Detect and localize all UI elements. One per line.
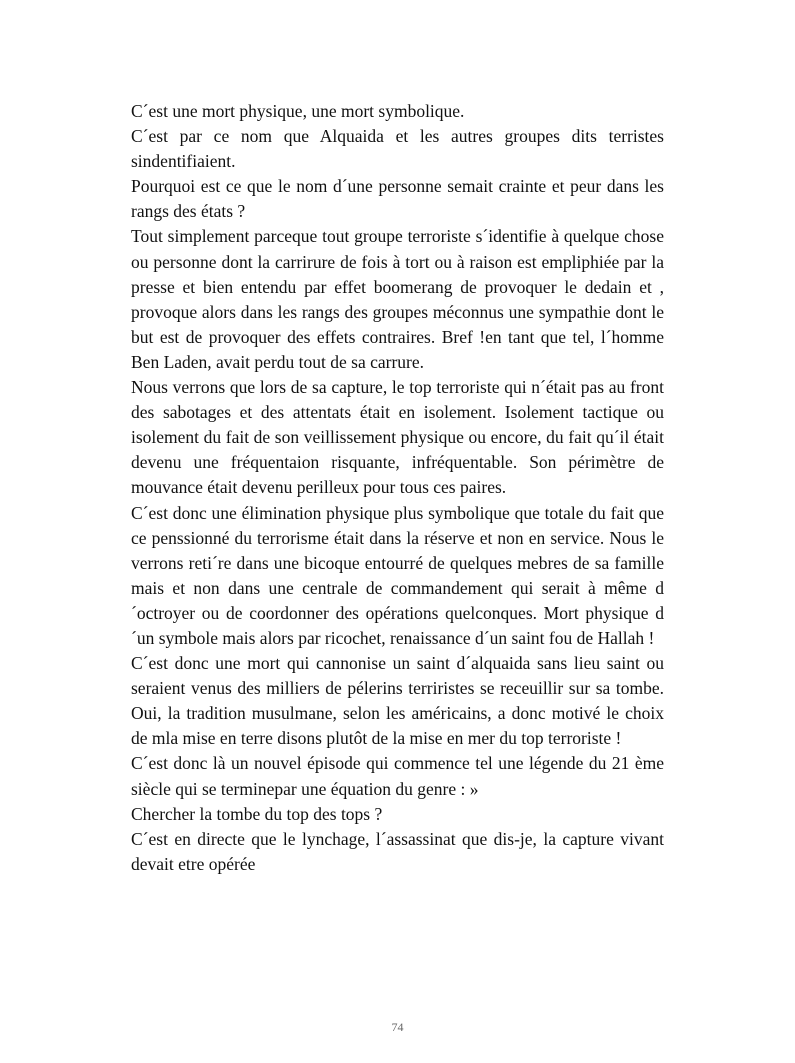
paragraph: C´est en directe que le lynchage, l´assassinat que dis-je, la capture vivant devait etre opérée	[131, 828, 664, 874]
page-number: 74	[391, 1020, 404, 1034]
paragraph: Pourquoi est ce que le nom d´une personne semait crainte et peur dans les rangs des états ?	[131, 176, 664, 222]
paragraph: C´est donc une mort qui cannonise un saint d´alquaida sans lieu saint ou seraient venus des milliers de pélerins terriristes se receuillir sur sa tombe. Oui, la tradition musulmane, selon les américains, a donc motivé le choix de mla mise en terre disons plutôt de la mise en mer du top terroriste !	[131, 653, 664, 749]
paragraph: C´est une mort physique, une mort symbolique.	[131, 101, 465, 121]
paragraph: Nous verrons que lors de sa capture, le top terroriste qui n´était pas au front des sabotages et des attentats était en isolement. Isolement tactique ou isolement du fait de son veillissement physique ou encore, du fait qu´il était devenu une fréquentaion risquante, infréquentable. Son périmètre de mouvance était devenu perilleux pour tous ces paires.	[131, 377, 664, 498]
body-text	[131, 99, 664, 877]
paragraph: C´est donc là un nouvel épisode qui commence tel une légende du 21 ème siècle qui se terminepar une équation du genre : »	[131, 753, 664, 799]
paragraph: Tout simplement parceque tout groupe terroriste s´identifie à quelque chose ou personne dont la carrirure de fois à tort ou à raison est empliphiée par la presse et bien entendu par effet boomerang de provoquer le dedain et , provoque alors dans les rangs des groupes méconnus une sympathie dont le but est de provoquer des effets contraires. Bref !en tant que tel, l´homme Ben Laden, avait perdu tout de sa carrure.	[131, 226, 664, 372]
paragraph: C´est par ce nom que Alquaida et les autres groupes dits terristes sindentifiaient.	[131, 126, 664, 172]
paragraph: C´est donc une élimination physique plus symbolique que totale du fait que ce penssionné du terrorisme était dans la réserve et non en service. Nous le verrons reti´re dans une bicoque entourré de quelques mebres de sa famille mais et non dans une centrale de commandement qui serait à même d´octroyer ou de coordonner des opérations quelconques. Mort physique d´un symbole mais alors par ricochet, renaissance d´un saint fou de Hallah !	[131, 502, 664, 648]
paragraph: Chercher la tombe du top des tops ?	[131, 803, 383, 824]
